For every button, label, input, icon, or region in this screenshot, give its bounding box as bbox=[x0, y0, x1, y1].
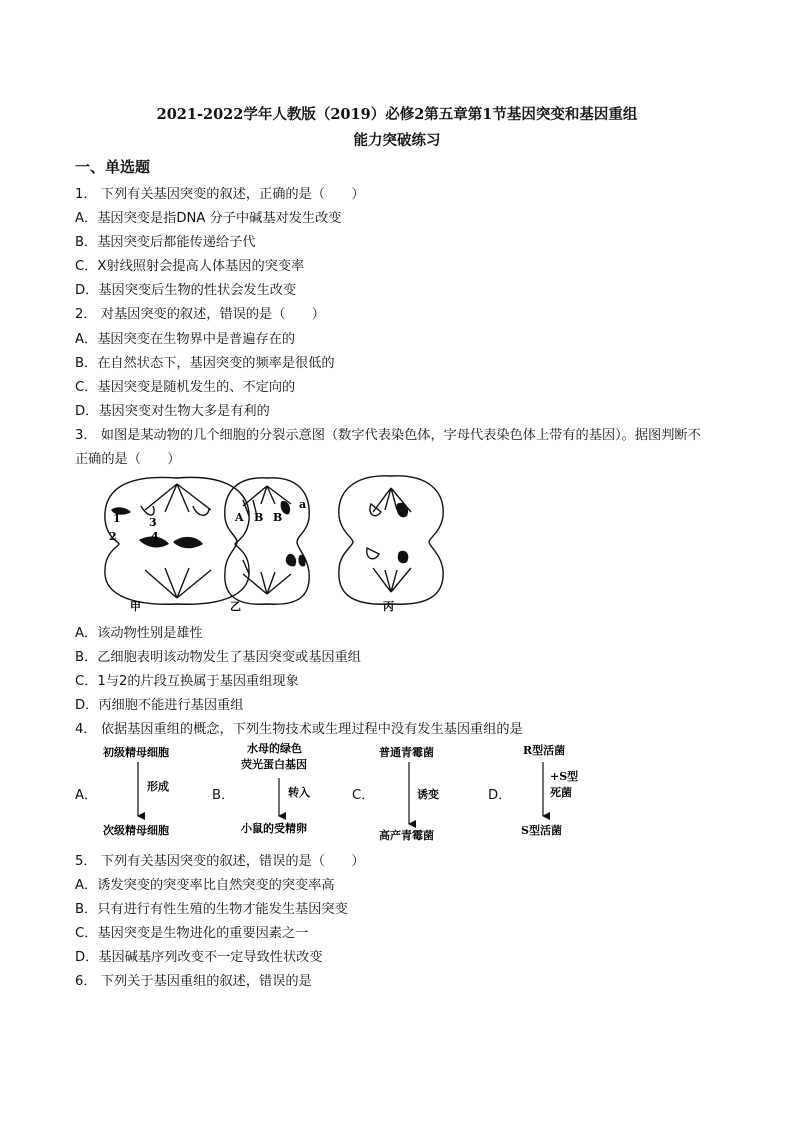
q4-d-top: R型活菌 bbox=[523, 744, 566, 757]
q5-option-b: B．只有进行有性生殖的生物才能发生基因突变 bbox=[75, 902, 348, 917]
q4-d-arrow-label-line2: 死菌 bbox=[550, 786, 572, 799]
gene-label-B2: B bbox=[273, 511, 283, 524]
cell-division-figure bbox=[85, 470, 465, 615]
q4-options-figure bbox=[95, 738, 585, 843]
q5-stem: 5． 下列有关基因突变的叙述，错误的是（ ） bbox=[75, 854, 365, 869]
q4-b-top-line1: 水母的绿色 bbox=[247, 742, 302, 755]
doc-title-line1: 2021-2022学年人教版（2019）必修2第五章第1节基因突变和基因重组 bbox=[156, 106, 638, 123]
cell-label-jia: 甲 bbox=[130, 600, 141, 613]
q2-option-c: C．基因突变是随机发生的、不定向的 bbox=[75, 380, 296, 395]
q3-option-d: D．丙细胞不能进行基因重组 bbox=[75, 698, 244, 713]
chrom-label-2: 2 bbox=[109, 530, 117, 543]
q3-option-c: C．1与2的片段互换属于基因重组现象 bbox=[75, 674, 299, 689]
q3-stem-line1: 3． 如图是某动物的几个细胞的分裂示意图（数字代表染色体，字母代表染色体上带有的基因）。据图判断不 bbox=[75, 428, 701, 443]
q1-option-a: A．基因突变是指DNA 分子中碱基对发生改变 bbox=[75, 211, 342, 226]
q4-option-d-label: D． bbox=[488, 788, 512, 803]
q2-option-b: B．在自然状态下，基因突变的频率是很低的 bbox=[75, 356, 335, 371]
cell-bing-outline bbox=[339, 476, 443, 604]
section-heading: 一、单选题 bbox=[75, 158, 151, 176]
cell-yi-outline bbox=[225, 478, 309, 604]
q3-option-a: A．该动物性别是雄性 bbox=[75, 626, 203, 641]
q4-d-bottom: S型活菌 bbox=[521, 824, 562, 837]
q4-c-bottom: 高产青霉菌 bbox=[379, 829, 434, 842]
q4-option-c-label: C． bbox=[352, 788, 375, 803]
chrom-label-1: 1 bbox=[113, 512, 121, 525]
q2-option-d: D．基因突变对生物大多是有利的 bbox=[75, 404, 270, 419]
gene-label-A: A bbox=[235, 511, 244, 524]
q5-option-d: D．基因碱基序列改变不一定导致性状改变 bbox=[75, 950, 323, 965]
q1-stem: 1． 下列有关基因突变的叙述，正确的是（ ） bbox=[75, 187, 365, 202]
q1-option-b: B．基因突变后都能传递给子代 bbox=[75, 235, 256, 250]
q1-option-d: D．基因突变后生物的性状会发生改变 bbox=[75, 283, 297, 298]
q5-option-a: A．诱发突变的突变率比自然突变的突变率高 bbox=[75, 878, 335, 893]
q2-stem: 2． 对基因突变的叙述，错误的是（ ） bbox=[75, 307, 325, 322]
q4-stem: 4． 依据基因重组的概念，下列生物技术或生理过程中没有发生基因重组的是 bbox=[75, 722, 523, 737]
gene-label-B1: B bbox=[254, 511, 264, 524]
q4-c-top: 普通青霉菌 bbox=[379, 746, 434, 759]
gene-label-a: a bbox=[299, 498, 307, 511]
chrom-label-4: 4 bbox=[151, 530, 159, 543]
q4-a-bottom: 次级精母细胞 bbox=[103, 824, 169, 837]
q4-a-arrow-label: 形成 bbox=[147, 780, 169, 793]
q4-a-top: 初级精母细胞 bbox=[103, 746, 169, 759]
chrom-label-3: 3 bbox=[149, 516, 157, 529]
q6-stem: 6． 下列关于基因重组的叙述，错误的是 bbox=[75, 974, 312, 989]
q5-option-c: C．基因突变是生物进化的重要因素之一 bbox=[75, 926, 309, 941]
q4-b-arrow-label: 转入 bbox=[288, 786, 310, 799]
cell-label-yi: 乙 bbox=[230, 600, 241, 613]
q4-b-bottom: 小鼠的受精卵 bbox=[241, 822, 307, 835]
q2-option-a: A．基因突变在生物界中是普遍存在的 bbox=[75, 332, 296, 347]
doc-title-line2: 能力突破练习 bbox=[353, 132, 441, 149]
q4-option-a-label: A． bbox=[75, 788, 98, 803]
q1-option-c: C．X射线照射会提高人体基因的突变率 bbox=[75, 259, 305, 274]
q4-option-b-label: B． bbox=[212, 788, 235, 803]
q4-c-arrow-label: 诱变 bbox=[417, 788, 439, 801]
q3-stem-line2: 正确的是（ ） bbox=[75, 452, 181, 467]
cell-label-bing: 丙 bbox=[383, 600, 394, 613]
q4-b-top-line2: 荧光蛋白基因 bbox=[241, 758, 307, 771]
q4-d-arrow-label-line1: +S型 bbox=[550, 770, 579, 783]
q3-option-b: B．乙细胞表明该动物发生了基因突变或基因重组 bbox=[75, 650, 361, 665]
